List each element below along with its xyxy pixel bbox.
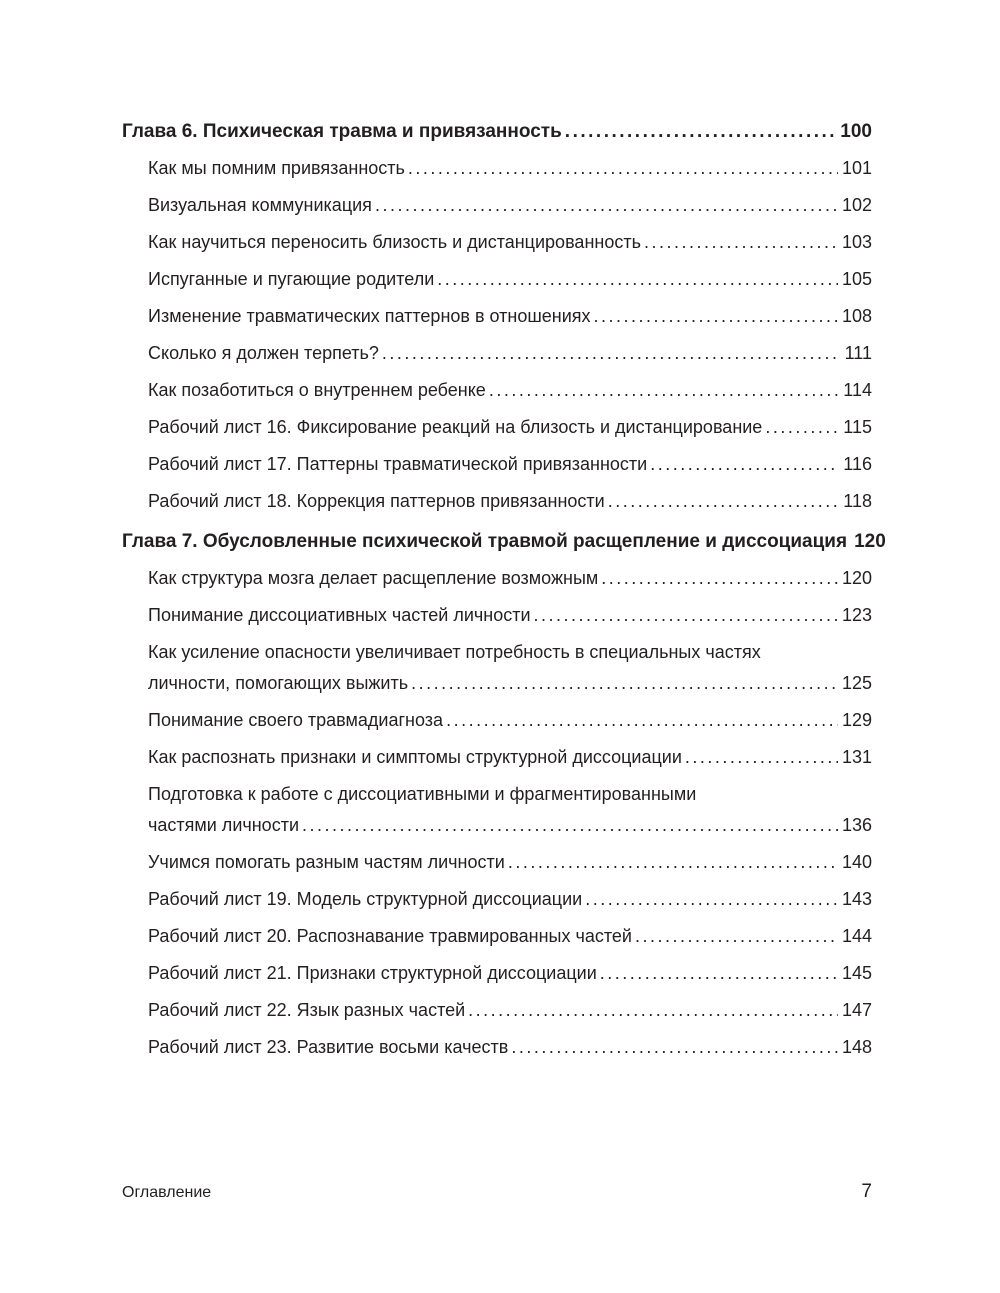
toc-entry-line: [148, 925, 872, 948]
footer-page-number: 7: [861, 1181, 872, 1202]
toc-page-number: 120: [841, 568, 872, 588]
toc-page-number: 108: [841, 306, 872, 326]
toc-entry-text: Как научиться переносить близость и дистанцированность: [148, 232, 641, 252]
toc-page-number: 100: [840, 121, 872, 142]
toc-entry-text: Изменение травматических паттернов в отношениях: [148, 306, 591, 326]
toc-page-number: 111: [844, 343, 872, 363]
toc-page-number: 116: [843, 454, 872, 474]
toc-entry-text: Глава 6. Психическая травма и привязанность: [122, 121, 562, 142]
toc-entry-line: [148, 305, 872, 328]
toc-entry: [122, 490, 872, 513]
toc-entry-line: [148, 851, 872, 874]
dot-leader: [411, 672, 838, 695]
toc-entry: [122, 999, 872, 1022]
dot-leader: [508, 851, 838, 874]
toc-entry: [122, 1036, 872, 1059]
dot-leader: [565, 120, 837, 143]
toc-entry-text: Глава 7. Обусловленные психической травмой расщепление и диссоциация: [122, 531, 848, 552]
toc-entry: [122, 888, 872, 911]
dot-leader: [650, 453, 839, 476]
dot-leader: [635, 925, 838, 948]
toc-page-number: 129: [841, 710, 872, 730]
toc-entry-line: [148, 567, 872, 590]
toc-entry-line: [148, 746, 872, 769]
toc-list: [122, 120, 886, 1073]
toc-entry-text: личности, помогающих выжить: [148, 673, 409, 693]
toc-page-number: 131: [841, 747, 872, 767]
toc-entry: [122, 194, 872, 217]
toc-chapter-heading: [122, 530, 886, 553]
toc-entry-line: [148, 453, 872, 476]
toc-entry-line: [148, 379, 872, 402]
toc-entry: [122, 962, 872, 985]
toc-page-number: 125: [841, 673, 872, 693]
toc-entry-text: Рабочий лист 16. Фиксирование реакций на близость и дистанцирование: [148, 417, 763, 437]
toc-entry-line: [148, 962, 872, 985]
toc-entry: [122, 379, 872, 402]
dot-leader: [437, 268, 838, 291]
toc-entry: [122, 305, 872, 328]
toc-entry: [122, 268, 872, 291]
toc-entry-line: [148, 268, 872, 291]
toc-page-number: 103: [841, 232, 872, 252]
toc-entry: [122, 925, 872, 948]
toc-entry-text: Учимся помогать разным частям личности: [148, 852, 505, 872]
toc-entry-text: Рабочий лист 21. Признаки структурной диссоциации: [148, 963, 597, 983]
toc-entry-text: Рабочий лист 18. Коррекция паттернов привязанности: [148, 491, 605, 511]
toc-entry: [122, 157, 872, 180]
dot-leader: [608, 490, 840, 513]
page-footer: [122, 1181, 872, 1203]
toc-entry-text: Рабочий лист 20. Распознавание травмированных частей: [148, 926, 632, 946]
toc-entry-text: Как структура мозга делает расщепление возможным: [148, 568, 599, 588]
toc-entry-line: [148, 416, 872, 439]
toc-entry-line: [148, 342, 872, 365]
dot-leader: [534, 604, 838, 627]
dot-leader: [489, 379, 839, 402]
toc-entry-line: [122, 120, 872, 143]
toc-entry-text: Как позаботиться о внутреннем ребенке: [148, 380, 486, 400]
toc-entry-line: [148, 888, 872, 911]
footer-section-label: Оглавление: [122, 1184, 212, 1201]
toc-page-number: 115: [843, 417, 872, 437]
toc-entry-text: Рабочий лист 19. Модель структурной диссоциации: [148, 889, 583, 909]
toc-entry-text: Рабочий лист 23. Развитие восьми качеств: [148, 1037, 509, 1057]
toc-entry-line: [148, 490, 872, 513]
dot-leader: [601, 567, 838, 590]
toc-entry: [122, 416, 872, 439]
dot-leader: [511, 1036, 838, 1059]
toc-entry: [122, 342, 872, 365]
toc-page-number: 123: [841, 605, 872, 625]
toc-entry: [122, 231, 872, 254]
toc-entry-text: Как распознать признаки и симптомы структурной диссоциации: [148, 747, 682, 767]
dot-leader: [468, 999, 838, 1022]
toc-entry: [122, 641, 872, 695]
toc-entry-line: [148, 1036, 872, 1059]
toc-entry: [122, 453, 872, 476]
toc-entry-line: [148, 157, 872, 180]
toc-entry: [122, 604, 872, 627]
toc-entry: [122, 783, 872, 837]
toc-entry-line: [148, 672, 872, 695]
toc-page-number: 120: [854, 531, 886, 552]
toc-page-number: 144: [841, 926, 872, 946]
dot-leader: [446, 709, 838, 732]
toc-entry-text: Понимание своего травмадиагноза: [148, 710, 444, 730]
dot-leader: [585, 888, 838, 911]
toc-entry: [122, 567, 872, 590]
toc-entry-line: [122, 530, 886, 553]
toc-entry-text: Понимание диссоциативных частей личности: [148, 605, 531, 625]
toc-page-number: 118: [843, 491, 872, 511]
toc-entry-line: [148, 999, 872, 1022]
dot-leader: [600, 962, 838, 985]
toc-entry: [122, 746, 872, 769]
toc-page-number: 114: [843, 380, 872, 400]
toc-entry-text: Как усиление опасности увеличивает потребность в специальных частях: [148, 642, 761, 662]
toc-page-number: 105: [841, 269, 872, 289]
toc-entry-text: Рабочий лист 22. Язык разных частей: [148, 1000, 466, 1020]
dot-leader: [302, 814, 838, 837]
toc-entry: [122, 851, 872, 874]
dot-leader: [382, 342, 841, 365]
dot-leader: [408, 157, 838, 180]
dot-leader: [375, 194, 838, 217]
toc-page-number: 140: [841, 852, 872, 872]
dot-leader: [765, 416, 839, 439]
toc-entry-line: [148, 231, 872, 254]
toc-entry-line: [148, 814, 872, 837]
dot-leader: [594, 305, 838, 328]
toc-page-number: 102: [841, 195, 872, 215]
toc-entry-text: Визуальная коммуникация: [148, 195, 372, 215]
toc-entry-line: [148, 194, 872, 217]
toc-entry: [122, 709, 872, 732]
toc-page-number: 136: [841, 815, 872, 835]
toc-page-number: 145: [841, 963, 872, 983]
toc-entry-text: Как мы помним привязанность: [148, 158, 405, 178]
toc-page-number: 148: [841, 1037, 872, 1057]
toc-page-number: 147: [841, 1000, 872, 1020]
dot-leader: [644, 231, 838, 254]
toc-page-number: 101: [841, 158, 872, 178]
toc-chapter-heading: [122, 120, 872, 143]
toc-entry-line: [148, 604, 872, 627]
dot-leader: [685, 746, 838, 769]
toc-entry-text: Рабочий лист 17. Паттерны травматической привязанности: [148, 454, 648, 474]
toc-entry-text: Испуганные и пугающие родители: [148, 269, 435, 289]
toc-page-number: 143: [841, 889, 872, 909]
toc-entry-text: Подготовка к работе с диссоциативными и фрагментированными: [148, 784, 697, 804]
toc-entry-text: частями личности: [148, 815, 299, 835]
toc-entry-line: [148, 709, 872, 732]
toc-entry-text: Сколько я должен терпеть?: [148, 343, 379, 363]
